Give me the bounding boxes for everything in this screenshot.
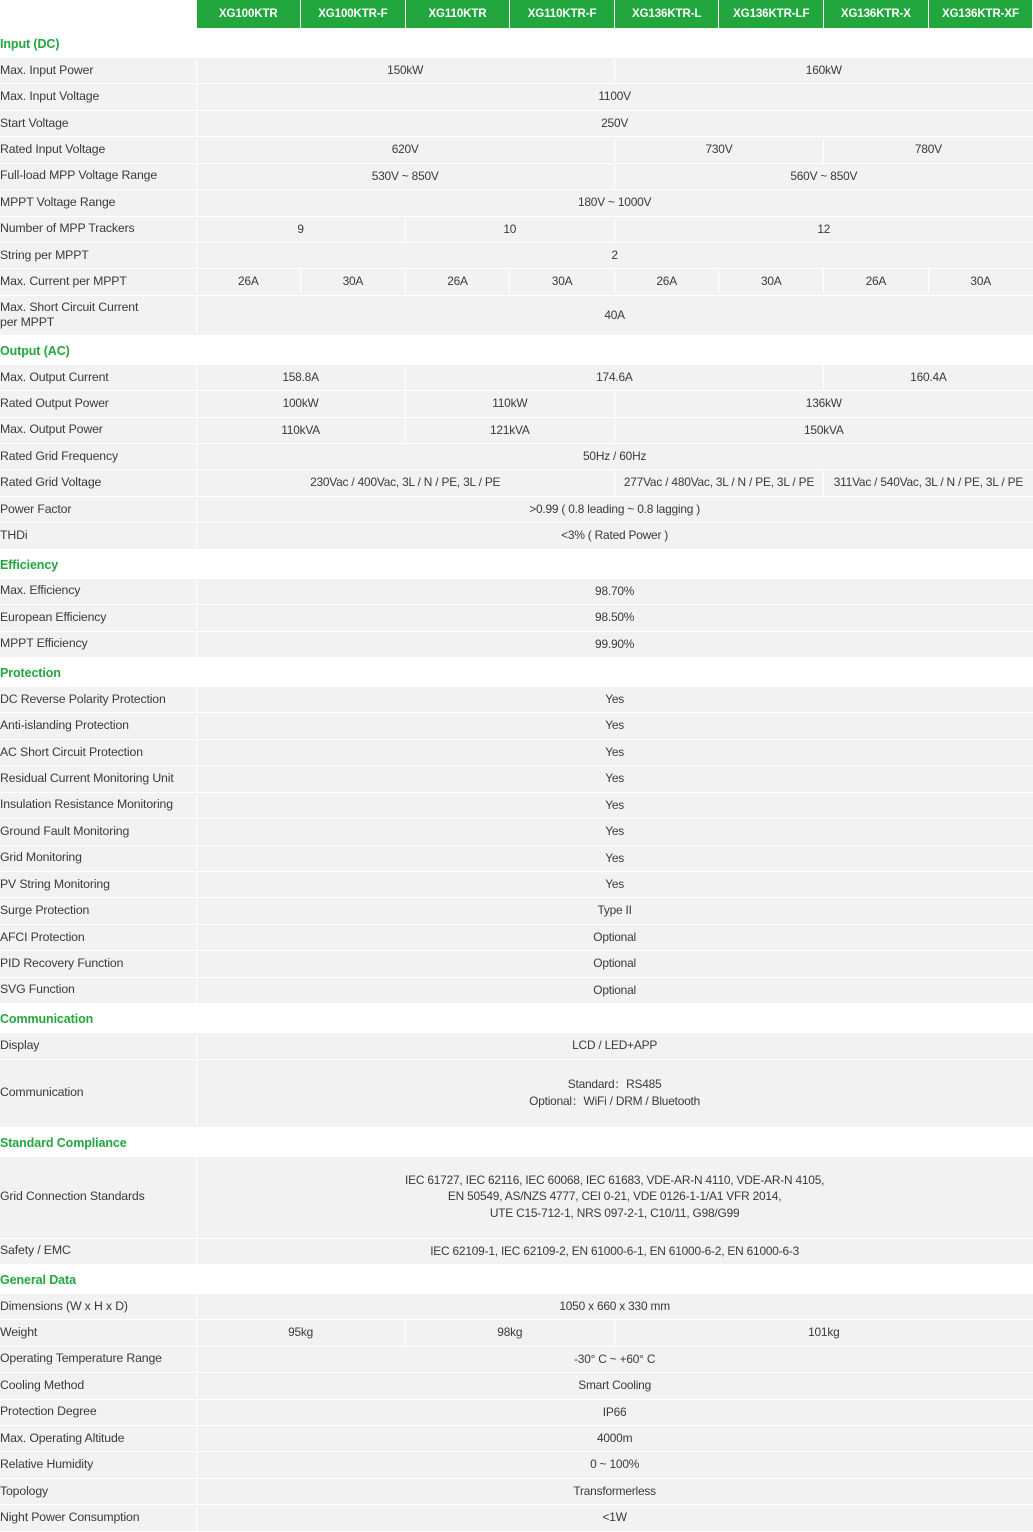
spec-row	[0, 523, 1033, 549]
spec-row-value: Smart Cooling	[196, 1373, 1033, 1399]
spec-row-value: <3% ( Rated Power )	[196, 523, 1033, 549]
spec-row-value: 40A	[196, 295, 1033, 335]
spec-row-value: 99.90%	[196, 631, 1033, 657]
spec-row-label: Grid Connection Standards	[0, 1157, 196, 1239]
spec-row	[0, 137, 1033, 163]
spec-row-value: 30A	[301, 269, 406, 295]
model-header-row	[0, 0, 1033, 29]
spec-row	[0, 58, 1033, 84]
spec-row-value	[196, 1059, 1033, 1127]
spec-row-label: Rated Grid Frequency	[0, 444, 196, 470]
spec-row-value: 0 ~ 100%	[196, 1452, 1033, 1478]
spec-row	[0, 871, 1033, 897]
spec-row	[0, 739, 1033, 765]
spec-row	[0, 1320, 1033, 1346]
spec-row-label: Rated Grid Voltage	[0, 470, 196, 496]
spec-row-label: THDi	[0, 523, 196, 549]
spec-row-value: 101kg	[614, 1320, 1032, 1346]
spec-row-label: Display	[0, 1033, 196, 1059]
spec-row-label: Max. Efficiency	[0, 579, 196, 605]
spec-row-value: 780V	[824, 137, 1033, 163]
spec-row	[0, 766, 1033, 792]
section-header-cell	[0, 549, 1033, 579]
spec-row-label: MPPT Efficiency	[0, 631, 196, 657]
section-header-cell	[0, 658, 1033, 688]
spec-row	[0, 579, 1033, 605]
spec-row-value: 26A	[196, 269, 301, 295]
spec-row-value: Yes	[196, 845, 1033, 871]
section-header-row	[0, 1004, 1033, 1034]
spec-row-label: Rated Output Power	[0, 391, 196, 417]
spec-row-value: 9	[196, 216, 405, 242]
model-column-header: XG136KTR-XF	[928, 0, 1033, 29]
spec-row	[0, 1426, 1033, 1452]
spec-row	[0, 110, 1033, 136]
spec-row-value: 530V ~ 850V	[196, 163, 614, 189]
spec-row-value	[196, 1157, 1033, 1239]
spec-row-label: Number of MPP Trackers	[0, 216, 196, 242]
spec-row	[0, 819, 1033, 845]
spec-row-value: 174.6A	[405, 365, 823, 391]
spec-row	[0, 687, 1033, 713]
section-header-cell	[0, 1264, 1033, 1294]
spec-row-value: Yes	[196, 687, 1033, 713]
spec-row	[0, 1238, 1033, 1264]
section-title: Protection	[0, 666, 61, 681]
spec-row-value: 50Hz / 60Hz	[196, 444, 1033, 470]
spec-row-label	[0, 295, 196, 335]
spec-row-value: 620V	[196, 137, 614, 163]
section-header-row	[0, 29, 1033, 59]
section-header-row	[0, 1264, 1033, 1294]
spec-row-value: >0.99 ( 0.8 leading ~ 0.8 lagging )	[196, 496, 1033, 522]
section-header-cell	[0, 29, 1033, 59]
spec-row-label: Max. Current per MPPT	[0, 269, 196, 295]
spec-row	[0, 163, 1033, 189]
spec-row	[0, 1059, 1033, 1127]
model-column-header: XG136KTR-LF	[719, 0, 824, 29]
spec-row	[0, 713, 1033, 739]
spec-row	[0, 190, 1033, 216]
spec-row-value: Yes	[196, 713, 1033, 739]
spec-row-value-line: IEC 61727, IEC 62116, IEC 60068, IEC 61683, VDE-AR-N 4110, VDE-AR-N 4105,	[405, 1172, 825, 1187]
spec-row-value-line: Optional：WiFi / DRM / Bluetooth	[529, 1093, 701, 1108]
spec-row	[0, 470, 1033, 496]
spec-row-label: Full-load MPP Voltage Range	[0, 163, 196, 189]
section-header-row	[0, 1127, 1033, 1157]
spec-row	[0, 1346, 1033, 1372]
label-column-header	[0, 0, 196, 29]
spec-row	[0, 1399, 1033, 1425]
spec-row	[0, 269, 1033, 295]
spec-row-label: Power Factor	[0, 496, 196, 522]
model-column-header: XG110KTR	[405, 0, 510, 29]
spec-row-value: 110kW	[405, 391, 614, 417]
spec-row-label: MPPT Voltage Range	[0, 190, 196, 216]
spec-row-value: 100kW	[196, 391, 405, 417]
table-head	[0, 0, 1033, 29]
section-title: Input (DC)	[0, 37, 60, 51]
section-title: Standard Compliance	[0, 1135, 127, 1150]
spec-row	[0, 924, 1033, 950]
spec-row	[0, 417, 1033, 443]
spec-row-value: Yes	[196, 819, 1033, 845]
spec-row-value: 10	[405, 216, 614, 242]
spec-row-value: 121kVA	[405, 417, 614, 443]
spec-row-value: Optional	[196, 977, 1033, 1003]
section-header-cell	[0, 1127, 1033, 1157]
spec-row	[0, 1452, 1033, 1478]
section-title: Efficiency	[0, 557, 59, 572]
spec-row-value: Optional	[196, 924, 1033, 950]
spec-row-label: Grid Monitoring	[0, 845, 196, 871]
spec-row-value: -30° C ~ +60° C	[196, 1346, 1033, 1372]
spec-row-label: Cooling Method	[0, 1373, 196, 1399]
spec-row-value: 160.4A	[824, 365, 1033, 391]
spec-row-value: 311Vac / 540Vac, 3L / N / PE, 3L / PE	[824, 470, 1033, 496]
spec-row-value: 277Vac / 480Vac, 3L / N / PE, 3L / PE	[614, 470, 823, 496]
spec-row-value: 30A	[510, 269, 615, 295]
spec-row-value: 560V ~ 850V	[614, 163, 1032, 189]
spec-row-label: Residual Current Monitoring Unit	[0, 766, 196, 792]
spec-row	[0, 977, 1033, 1003]
spec-row-value: Optional	[196, 951, 1033, 977]
spec-row-value: 160kW	[614, 58, 1032, 84]
spec-row	[0, 242, 1033, 268]
spec-row-label: AC Short Circuit Protection	[0, 739, 196, 765]
spec-row	[0, 1478, 1033, 1504]
spec-row-value: LCD / LED+APP	[196, 1033, 1033, 1059]
table-body	[0, 29, 1033, 1532]
spec-row-value: 26A	[824, 269, 929, 295]
spec-row-label: Start Voltage	[0, 110, 196, 136]
spec-row	[0, 84, 1033, 110]
spec-row	[0, 631, 1033, 657]
spec-row-value: 26A	[405, 269, 510, 295]
model-column-header: XG100KTR	[196, 0, 301, 29]
spec-row	[0, 295, 1033, 335]
spec-row-label: Safety / EMC	[0, 1238, 196, 1264]
spec-row-value: 1050 x 660 x 330 mm	[196, 1294, 1033, 1320]
spec-row-label: PID Recovery Function	[0, 951, 196, 977]
spec-row-value: 12	[614, 216, 1032, 242]
spec-row-value-line: UTE C15-712-1, NRS 097-2-1, C10/11, G98/G99	[489, 1205, 740, 1220]
spec-row-label: SVG Function	[0, 977, 196, 1003]
spec-row-label: Relative Humidity	[0, 1452, 196, 1478]
spec-row	[0, 898, 1033, 924]
spec-row-value: 30A	[928, 269, 1033, 295]
spec-row-value: 150kW	[196, 58, 614, 84]
model-column-header: XG110KTR-F	[510, 0, 615, 29]
spec-row-value: Yes	[196, 766, 1033, 792]
spec-row-value: 98kg	[405, 1320, 614, 1346]
spec-row-value: 95kg	[196, 1320, 405, 1346]
section-header-cell	[0, 335, 1033, 365]
spec-row-label: Max. Input Voltage	[0, 84, 196, 110]
model-column-header: XG136KTR-L	[614, 0, 719, 29]
spec-row	[0, 1033, 1033, 1059]
spec-row-label: European Efficiency	[0, 605, 196, 631]
spec-row-value-line: EN 50549, AS/NZS 4777, CEI 0-21, VDE 0126-1-1/A1 VFR 2014,	[447, 1189, 782, 1204]
spec-row-value: 250V	[196, 110, 1033, 136]
spec-row-value: 110kVA	[196, 417, 405, 443]
section-title: Communication	[0, 1012, 94, 1027]
spec-row-label: Topology	[0, 1478, 196, 1504]
spec-row-label: PV String Monitoring	[0, 871, 196, 897]
spec-row-value: 180V ~ 1000V	[196, 190, 1033, 216]
spec-row-label-line: per MPPT	[0, 314, 55, 329]
spec-row-label: Max. Input Power	[0, 58, 196, 84]
section-header-row	[0, 658, 1033, 688]
spec-row-value: 1100V	[196, 84, 1033, 110]
spec-row-label: Rated Input Voltage	[0, 137, 196, 163]
spec-row	[0, 365, 1033, 391]
spec-row-value: 26A	[614, 269, 719, 295]
spec-row-value: Transformerless	[196, 1478, 1033, 1504]
spec-row-value: 230Vac / 400Vac, 3L / N / PE, 3L / PE	[196, 470, 614, 496]
spec-row	[0, 792, 1033, 818]
spec-row-label: Anti-islanding Protection	[0, 713, 196, 739]
spec-row	[0, 391, 1033, 417]
spec-row	[0, 1373, 1033, 1399]
spec-row-label: Max. Output Power	[0, 417, 196, 443]
spec-row-value: <1W	[196, 1505, 1033, 1531]
spec-row-value: 136kW	[614, 391, 1032, 417]
model-column-header: XG136KTR-X	[824, 0, 929, 29]
spec-row-value: 4000m	[196, 1426, 1033, 1452]
spec-row-label: DC Reverse Polarity Protection	[0, 687, 196, 713]
spec-row-value: Yes	[196, 871, 1033, 897]
model-column-header: XG100KTR-F	[301, 0, 406, 29]
spec-row-value: Type II	[196, 898, 1033, 924]
section-title: General Data	[0, 1272, 76, 1287]
spec-row-label: Ground Fault Monitoring	[0, 819, 196, 845]
spec-row-value: 158.8A	[196, 365, 405, 391]
spec-row-value: 98.70%	[196, 579, 1033, 605]
spec-row	[0, 216, 1033, 242]
spec-row-label-line: Max. Short Circuit Current	[0, 299, 139, 314]
spec-row-value: 98.50%	[196, 605, 1033, 631]
section-header-row	[0, 335, 1033, 365]
spec-row	[0, 1294, 1033, 1320]
spec-row-label: Insulation Resistance Monitoring	[0, 792, 196, 818]
spec-row-value: Yes	[196, 792, 1033, 818]
spec-row-value: 30A	[719, 269, 824, 295]
spec-row-value-line: Standard：RS485	[567, 1077, 662, 1092]
spec-row	[0, 496, 1033, 522]
spec-row-label: Protection Degree	[0, 1399, 196, 1425]
spec-row-value: 150kVA	[614, 417, 1032, 443]
spec-row	[0, 444, 1033, 470]
spec-row	[0, 951, 1033, 977]
spec-row-label: Max. Output Current	[0, 365, 196, 391]
spec-row-label: Communication	[0, 1059, 196, 1127]
section-header-cell	[0, 1004, 1033, 1034]
spec-row-label: Night Power Consumption	[0, 1505, 196, 1531]
spec-row-label: Dimensions (W x H x D)	[0, 1294, 196, 1320]
spec-row-label: String per MPPT	[0, 242, 196, 268]
section-title: Output (AC)	[0, 343, 70, 358]
spec-row-label: Max. Operating Altitude	[0, 1426, 196, 1452]
spec-row	[0, 605, 1033, 631]
spec-row-label: Operating Temperature Range	[0, 1346, 196, 1372]
spec-row-label: Surge Protection	[0, 898, 196, 924]
spec-row	[0, 1157, 1033, 1239]
spec-row-label: Weight	[0, 1320, 196, 1346]
spec-row-value: IEC 62109-1, IEC 62109-2, EN 61000-6-1, EN 61000-6-2, EN 61000-6-3	[196, 1238, 1033, 1264]
spec-row-label: AFCI Protection	[0, 924, 196, 950]
section-header-row	[0, 549, 1033, 579]
spec-row	[0, 1505, 1033, 1531]
spec-row-value: IP66	[196, 1399, 1033, 1425]
spec-row	[0, 845, 1033, 871]
spec-row-value: 730V	[614, 137, 823, 163]
spec-row-value: 2	[196, 242, 1033, 268]
spec-row-value: Yes	[196, 739, 1033, 765]
